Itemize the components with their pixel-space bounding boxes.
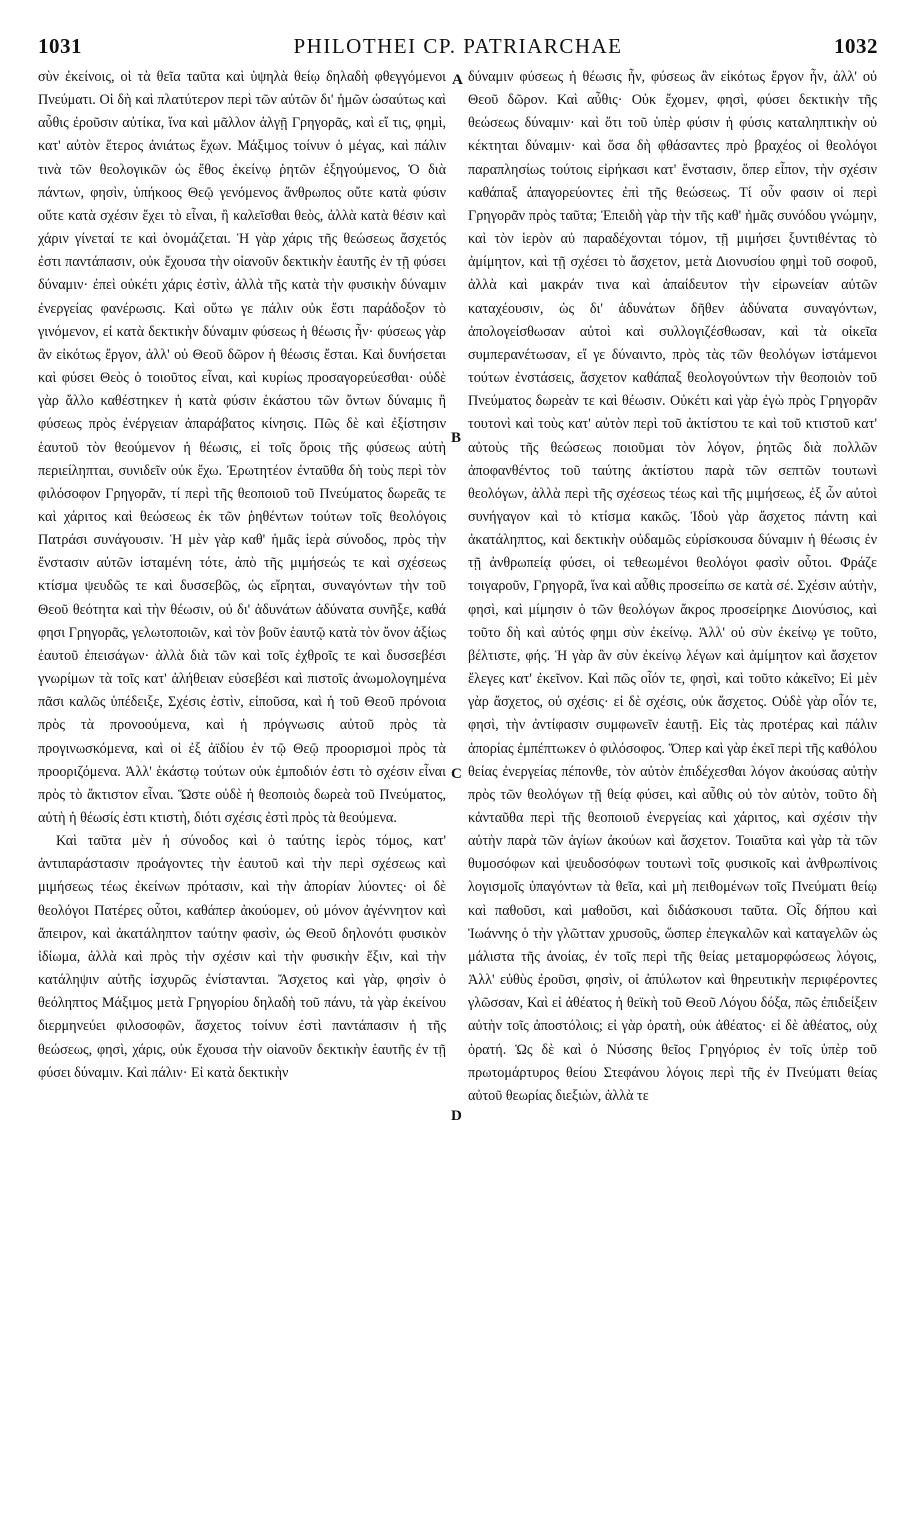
page-header: [38, 34, 878, 64]
right-column: [468, 66, 877, 1108]
margin-marker-a: A: [452, 72, 463, 88]
margin-marker-c: C: [451, 766, 462, 782]
page-number-right: 1032: [833, 34, 878, 58]
margin-marker-b: B: [451, 430, 462, 446]
left-column: [38, 66, 446, 1085]
running-title: PHILOTHEI CP. PATRIARCHAE: [293, 34, 623, 58]
right-paragraph-1: δύναμιν φύσεως ἡ θέωσις ἦν, φύσεως ἂν εἰκότως ἔργον ἦν, ἀλλ' οὐ Θεοῦ δῶρον. Καὶ αὖθις· Οὐκ ἔχομεν, φησὶ, φύσει δεκτικὴν τῆς θεώσεως δύναμιν· καὶ ὅτι τοῦ ὑπὲρ φύσιν ἡ φύσις καταληπτικὴν οὐ κέκτηται δύναμιν· καὶ ὅσα δὴ φθάσαντες πρὸ βραχέος οἱ θεολόγοι παραπλησίως τούτοις εἰρήκασι κατ' ἔνστασιν, ὅπερ εἶπον, τὴν σχέσιν καθάπαξ ἀπαγορεύοντες ἐπὶ τῆς θεώσεως. Τί οὖν φασιν οἱ περὶ Γρηγορᾶν πρὸς ταῦτα; Ἐπειδὴ γὰρ τὴν τῆς καθ' ἡμᾶς συνόδου γνώμην, καὶ τὸν ἱερὸν αὐ παραδέχονται τόμον, τῇ μιμήσει ξυντιθέντας τὸ ἀμίμητον, καὶ τῇ σχέσει τὸ ἄσχετον, μετὰ Διονυσίου φημὶ τοῦ σοφοῦ, ἀλλὰ καὶ μακράν τινα καὶ ἀπαίδευτον τὴν εἰρωνείαν αὐτῶν καταχέουσιν, ὡς δι' ἀδυνάτων δῆθεν ἀδύνατα συναγόντων, ἀπολογείσθωσαν αὐτοὶ καὶ συλλογιζέσθωσαν, καὶ τὰ οἰκεῖα συμπερανέτωσαν, εἴ γε δύναιντο, πρὸς τὰς τῶν θεολόγων ἱστάμενοι τούτων ἐνστάσεις, ἄσχετον καθάπαξ θεολογούντων τὴν θεοποιὸν τοῦ Πνεύματος δωρεὰν τε καὶ θέωσιν. Οὐκέτι καὶ γὰρ ἐγὼ πρὸς Γρηγορᾶν τουτονὶ καὶ τοὺς κατ' αὐτὸν περὶ τοῦ ἀκτίστου τε καὶ τοῦ κτιστοῦ κατ' αὐτοὺς τῆς θεώσεως ποιοῦμαι τὸν λόγον, ῥητῶς διὰ πολλῶν ἀποφανθέντος τοῦ ταύτης ἀκτίστου παρὰ τῶν σεπτῶν τουτωνὶ θεολόγων, ἀλλὰ περὶ τῆς σχέσεως τέως καὶ τῆς μιμήσεως, ἐξ ὧν αὐτοὶ συνήγαγον καὶ τὸ κτίσμα κακῶς. Ἰδοὺ γὰρ ἄσχετος πάντη καὶ ἀκατάληπτος, καὶ δεκτικὴν οὐδαμῶς εὑρίσκουσα δύναμιν ἡ θέωσις ἐν τῇ ἀνθρωπείᾳ φύσει, οἱ τεθεωμένοι θεολόγοι φασὶν οὗτοι. Φράζε τοιγαροῦν, Γρηγορᾶ, ἵνα καὶ αὖθις προσείπω σε κατὰ σέ. Σχέσιν αὐτὴν, φησὶ, καὶ μίμησιν ὁ τῶν θεολόγων ἄκρος προσείρηκε Διονύσιος, καὶ τοῦτο δὴ καὶ αὐτός φημι σὺν ἐκείνῳ. Ἀλλ' οὐ σὺν ἐκείνῳ γε τοῦτο, βέλτιστε, φής. Ἡ γὰρ ἂν σὺν ἐκείνῳ λέγων καὶ ἀμίμητον καὶ ἄσχετον ἔλεγες κατ' ἐκεῖνον. Καὶ πῶς οἷόν τε, φησὶ, καὶ τοῦτο κἀκεῖνο; Εἰ μὲν γὰρ ἄσχετος, οὐ σχέσις· εἰ δὲ σχέσις, οὐκ ἄσχετος. Οὐδὲ γὰρ οἷόν τε, φησὶ, τὴν ἀντίφασιν συμφωνεῖν ἑαυτῇ. Εἰς τὰς προτέρας καὶ πάλιν ἀπορίας ἐμπέπτωκεν ὁ φιλόσοφος. Ὅπερ καὶ γὰρ ἐκεῖ περὶ τῆς καθόλου θείας ἐνεργείας πέπονθε, τὸν αὐτὸν ἐπιδέχεσθαι λόγον ἀκούσας αὐτὴν πρὸς τῶν θεολόγων τῇ θείᾳ φύσει, καὶ αὖθις οὐ τὸν αὐτὸν, τοῦτο δὴ κἀνταῦθα περὶ τῆς θεοποιοῦ ἐνεργείας καὶ χάριτος, καὶ σχέσιν τὴν αὐτὴν παρὰ τῶν ἁγίων ἀκούων καὶ ἄσχετον. Τοιαῦτα καὶ γὰρ τὰ τῶν θυμοσόφων καὶ ψευδοσόφων τουτωνὶ τοῖς φυσικοῖς καὶ ἀνθρωπίνοις λογισμοῖς ὑπαγόντων τὰ θεῖα, καὶ μὴ πειθομένων τοῖς Πνεύματι θείῳ καὶ παθοῦσι, καὶ μαθοῦσι, καὶ διδάσκουσι ταῦτα. Οἷς δήπου καὶ Ἰωάννης ὁ τὴν γλῶτταν χρυσοῦς, ὥσπερ ἐπεγκαλῶν καὶ καταγελῶν ὡς μάλιστα τῆς ἀνοίας, ἐν τοῖς περὶ τῆς θείας μεταμορφώσεως λόγοις, Ἀλλ' εὐθὺς ἐροῦσι, φησὶν, οἱ ἀπύλωτον καὶ θηρευτικὴν περιφέροντες γλῶσσαν, Καὶ εἰ ἀθέατος ἡ θεϊκὴ τοῦ Θεοῦ Λόγου δόξα, πῶς ἐπιδείξειν αὐτὴν τοῖς ἀποστόλοις; εἰ γὰρ ὁρατὴ, οὐκ ἀθέατος· εἰ δὲ ἀθέατος, οὐχ ὁρατή. Ὡς δὲ καὶ ὁ Νύσσης θεῖος Γρηγόριος ἐν τοῖς ὑπὲρ τοῦ πρωτομάρτυρος θείου Στεφάνου λόγοις περὶ τῆς ἐν Πνεύματι θείας αὐτοῦ θεωρίας διεξιὼν, ἀλλὰ τε: [468, 69, 877, 1104]
margin-marker-d: D: [451, 1108, 462, 1124]
left-paragraph-1: σὺν ἐκείνοις, οἱ τὰ θεῖα ταῦτα καὶ ὑψηλὰ θείῳ δηλαδὴ φθεγγόμενοι Πνεύματι. Οἱ δὴ καὶ πλατύτερον περὶ τῶν αὐτῶν δι' ἡμῶν ὡσαύτως καὶ αὖθις ἐροῦσιν αὐτίκα, ἵνα καὶ μᾶλλον ἀλγῇ Γρηγορᾶς, καὶ εἴ τις, φημὶ, κατ' αὐτὸν ἕτερος ἀνιάτως ἔχων. Μάξιμος τοίνυν ὁ μέγας, καὶ πάλιν τινὰ τῶν θεολογικῶν ὡς ἔθος ἐκείνῳ ῥητῶν ἐξηγούμενος, Ὁ διὰ πάντων, φησὶν, ὑπήκοος Θεῷ γενόμενος ἄνθρωπος οὔτε κατὰ φύσιν οὔτε κατὰ σχέσιν ἔχει τὸ εἶναι, ἢ καλεῖσθαι θεὸς, ἀλλὰ κατὰ θέσιν καὶ χάριν γίνεταί τε καὶ ὀνομάζεται. Ἡ γὰρ χάρις τῆς θεώσεως ἄσχετός ἐστι παντάπασιν, οὐκ ἔχουσα τὴν οἱανοῦν δεκτικὴν ἑαυτῆς ἐν τῇ φύσει δύναμιν· ἐπεὶ οὐκέτι χάρις ἐστὶν, ἀλλὰ τῆς κατὰ τὴν φυσικὴν δύναμιν ἐνεργείας φανέρωσις. Καὶ οὕτω γε πάλιν οὐκ ἔστι παράδοξον τὸ γινόμενον, εἰ κατὰ δεκτικὴν δύναμιν φύσεως ἡ θέωσις ἦν· φύσεως γὰρ ἂν εἰκότως ἔργον, ἀλλ' οὐ Θεοῦ δῶρον ἡ θέωσις ἔσται. Καὶ δυνήσεται καὶ φύσει Θεὸς ὁ τοιοῦτος εἶναι, καὶ κυρίως προσαγορεύεσθαι· οὐδὲ γὰρ ἄλλο καθέστηκεν ἡ κατὰ φύσιν ἑκάστου τῶν ὄντων δύναμις ἢ φύσεως πρὸς ἐνέργειαν ἀπαράβατος κίνησις. Πῶς δὲ καὶ ἐξίστησιν ἑαυτοῦ τὸν θεούμενον ἡ θέωσις, εἰ τοῖς ὅροις τῆς φύσεως αὐτὴ περιείληπται, συνιδεῖν οὐκ ἔχω. Ἐρωτητέον ἐνταῦθα δὴ τοὺς περὶ τὸν φιλόσοφον Γρηγορᾶν, τί περὶ τῆς θεοποιοῦ τοῦ Πνεύματος δωρεᾶς τε καὶ χάριτος καὶ θεώσεως ἐκ τῶν ῥηθέντων τούτων τοῖς θεολόγοις Πατράσι συνάγουσιν. Ἡ μὲν γὰρ καθ' ἡμᾶς ἱερὰ σύνοδος, πρὸς τὴν ἔνστασιν αὐτῶν ἱσταμένη τότε, ἀπὸ τῆς μιμήσεώς τε καὶ σχέσεως κτίσμα ψευδῶς τε καὶ δυσσεβῶς, ὡς εἴρηται, συναγόντων τὴν τοῦ Θεοῦ θεότητα καὶ τὴν θέωσιν, οὐ δι' ἀδυνάτων ἀδύνατα συνῆξε, καθά φησι Γρηγορᾶς, γελωτοποιῶν, καὶ τὸν βοῦν ἑαυτῷ κατὰ τὸν ὄνον ἀξίως ἑαυτοῦ ἐπεισάγων· ἀλλὰ διὰ τῶν καὶ τοῖς ἐχθροῖς τε καὶ δυσσεβέσι γνωρίμων τὰ τοῖς κατ' ἀλήθειαν εὐσεβέσι καὶ πιστοῖς ἀνωμολογημένα πᾶσι καλῶς ὑπέδειξε, Σχέσις ἐστὶν, εἰποῦσα, καὶ ἡ τοῦ Θεοῦ πρόνοια πρὸς τὰ προνοούμενα, καὶ ἡ πρόγνωσις αὐτοῦ πρὸς τὰ προγινωσκόμενα, καὶ οἱ ἐξ ἀϊδίου ἐν τῷ Θεῷ προορισμοὶ πρὸς τὰ προοριζόμενα. Ἀλλ' ἑκάστῳ τούτων οὐκ ἐμποδιόν ἐστι τὸ σχέσιν εἶναι πρὸς τὸ ἄκτιστον εἶναι. Ὥστε οὐδὲ ἡ θεοποιὸς δωρεὰ τοῦ Πνεύματος, αὐτὴ ἡ θέωσίς ἐστι κτιστὴ, διότι σχέσις ἐστὶ πρὸς τὰ θεούμενα.: [38, 69, 446, 826]
left-paragraph-2: Καὶ ταῦτα μὲν ἡ σύνοδος καὶ ὁ ταύτης ἱερὸς τόμος, κατ' ἀντιπαράστασιν προάγοντες τὴν ἑαυτοῦ καὶ τὴν περὶ σχέσεως καὶ μιμήσεως τέως ἐκείνων πρότασιν, καὶ τὴν ἀπορίαν λύοντες· οἱ δὲ θεολόγοι Πατέρες οὗτοι, καθάπερ ἀκούομεν, οὐ μόνον ἀγέννητον καὶ ἄπειρον, καὶ ἀκατάληπτον ταύτην φασὶν, ὡς Θεοῦ δηλονότι φυσικὸν ἰδίωμα, ἀλλὰ καὶ πρὸς τὴν σχέσιν καὶ τὴν φυσικὴν ἕξιν, καὶ τὴν κατάληψιν αὐτῆς ἰσχυρῶς ἐνίστανται. Ἄσχετος καὶ γὰρ, φησὶν ὁ θεόληπτος Μάξιμος μετὰ Γρηγορίου δηλαδὴ τοῦ πάνυ, τὰ γὰρ ἐκείνου διερμηνεύει φιλοσοφῶν, ἄσχετος τοίνυν ἐστὶ παντάπασιν ἡ τῆς θεώσεως, φησὶ, χάρις, οὐκ ἔχουσα τὴν οἱανοῦν δεκτικὴν ἑαυτῆς ἐν τῇ φύσει δύναμιν. Καὶ πάλιν· Εἰ κατὰ δεκτικὴν: [38, 833, 446, 1081]
page-number-left: 1031: [38, 34, 82, 58]
